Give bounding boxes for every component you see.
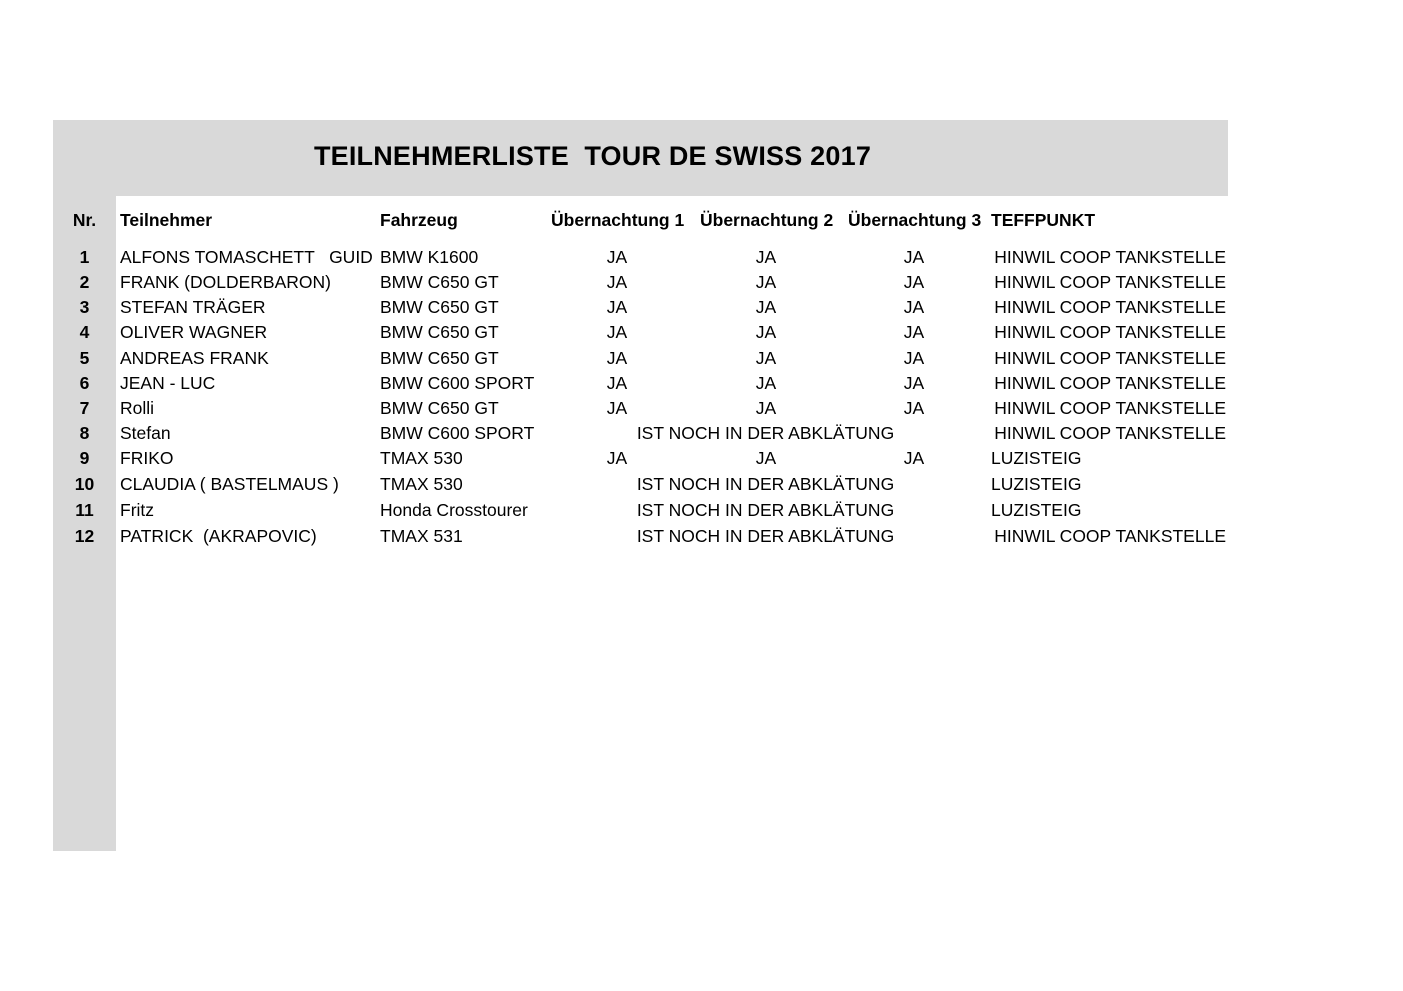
meeting-point: HINWIL COOP TANKSTELLE: [994, 322, 1226, 342]
overnight-3: JA: [903, 297, 925, 317]
meeting-point: HINWIL COOP TANKSTELLE: [994, 398, 1226, 418]
header-teilnehmer: Teilnehmer: [120, 210, 213, 230]
participant-name: ANDREAS FRANK: [120, 348, 269, 368]
meeting-point: HINWIL COOP TANKSTELLE: [994, 348, 1226, 368]
overnight-1: JA: [606, 322, 628, 342]
overnight-3: JA: [903, 448, 925, 468]
page-title: [53, 141, 1228, 172]
vehicle: Honda Crosstourer: [380, 500, 528, 520]
meeting-point: HINWIL COOP TANKSTELLE: [994, 423, 1226, 443]
header-nr: Nr.: [72, 210, 97, 230]
overnight-1: JA: [606, 398, 628, 418]
overnight-1: JA: [606, 448, 628, 468]
participant-name: ALFONS TOMASCHETT GUID: [120, 247, 373, 267]
vehicle: TMAX 531: [380, 526, 463, 546]
header-uebernachtung-2: Übernachtung 2: [700, 210, 834, 230]
header-fahrzeug: Fahrzeug: [380, 210, 458, 230]
row-number: 11: [75, 500, 94, 520]
vehicle: BMW C650 GT: [380, 322, 499, 342]
pending-status: IST NOCH IN DER ABKLÄTUNG: [636, 500, 895, 520]
participant-name: Fritz: [120, 500, 155, 520]
overnight-1: JA: [606, 373, 628, 393]
meeting-point: LUZISTEIG: [991, 448, 1082, 468]
meeting-point: HINWIL COOP TANKSTELLE: [994, 247, 1226, 267]
overnight-2: JA: [755, 297, 777, 317]
overnight-3: JA: [903, 398, 925, 418]
meeting-point: HINWIL COOP TANKSTELLE: [994, 526, 1226, 546]
meeting-point: HINWIL COOP TANKSTELLE: [994, 297, 1226, 317]
vehicle: BMW C650 GT: [380, 272, 499, 292]
participant-name: FRIKO: [120, 448, 174, 468]
overnight-2: JA: [755, 247, 777, 267]
row-number: 7: [79, 398, 90, 418]
meeting-point: LUZISTEIG: [991, 500, 1082, 520]
vehicle: BMW C650 GT: [380, 348, 499, 368]
vehicle: BMW C600 SPORT: [380, 373, 535, 393]
meeting-point: HINWIL COOP TANKSTELLE: [994, 373, 1226, 393]
participant-name: FRANK (DOLDERBARON): [120, 272, 331, 292]
pending-status: IST NOCH IN DER ABKLÄTUNG: [636, 474, 895, 494]
header-uebernachtung-1: Übernachtung 1: [551, 210, 685, 230]
page-title-text: TEILNEHMERLISTE TOUR DE SWISS 2017: [313, 141, 872, 171]
overnight-2: JA: [755, 348, 777, 368]
row-number: 8: [79, 423, 90, 443]
header-uebernachtung-3: Übernachtung 3: [848, 210, 982, 230]
row-number: 4: [79, 322, 90, 342]
participant-name: Rolli: [120, 398, 155, 418]
overnight-1: JA: [606, 272, 628, 292]
vehicle: BMW K1600: [380, 247, 479, 267]
pending-status: IST NOCH IN DER ABKLÄTUNG: [636, 423, 895, 443]
overnight-3: JA: [903, 272, 925, 292]
participant-name: Stefan: [120, 423, 171, 443]
participant-name: JEAN - LUC: [120, 373, 216, 393]
vehicle: BMW C600 SPORT: [380, 423, 535, 443]
participant-name: PATRICK (AKRAPOVIC): [120, 526, 317, 546]
overnight-3: JA: [903, 373, 925, 393]
overnight-1: JA: [606, 348, 628, 368]
overnight-1: JA: [606, 297, 628, 317]
overnight-3: JA: [903, 322, 925, 342]
row-number: 10: [74, 474, 95, 494]
vehicle: TMAX 530: [380, 474, 463, 494]
vehicle: BMW C650 GT: [380, 297, 499, 317]
overnight-2: JA: [755, 272, 777, 292]
row-number: 6: [79, 373, 90, 393]
row-number: 3: [79, 297, 90, 317]
overnight-2: JA: [755, 398, 777, 418]
vehicle: TMAX 530: [380, 448, 463, 468]
header-treffpunkt: TEFFPUNKT: [991, 210, 1096, 230]
pending-status: IST NOCH IN DER ABKLÄTUNG: [636, 526, 895, 546]
overnight-2: JA: [755, 448, 777, 468]
row-number: 5: [79, 348, 90, 368]
overnight-2: JA: [755, 373, 777, 393]
row-number: 9: [79, 448, 90, 468]
participant-name: OLIVER WAGNER: [120, 322, 268, 342]
row-number: 12: [74, 526, 95, 546]
row-number: 2: [79, 272, 90, 292]
participant-name: STEFAN TRÄGER: [120, 297, 266, 317]
overnight-3: JA: [903, 348, 925, 368]
participant-name: CLAUDIA ( BASTELMAUS ): [120, 474, 339, 494]
overnight-1: JA: [606, 247, 628, 267]
meeting-point: HINWIL COOP TANKSTELLE: [994, 272, 1226, 292]
overnight-3: JA: [903, 247, 925, 267]
number-column-band: [53, 196, 116, 851]
overnight-2: JA: [755, 322, 777, 342]
row-number: 1: [79, 247, 90, 267]
meeting-point: LUZISTEIG: [991, 474, 1082, 494]
vehicle: BMW C650 GT: [380, 398, 499, 418]
